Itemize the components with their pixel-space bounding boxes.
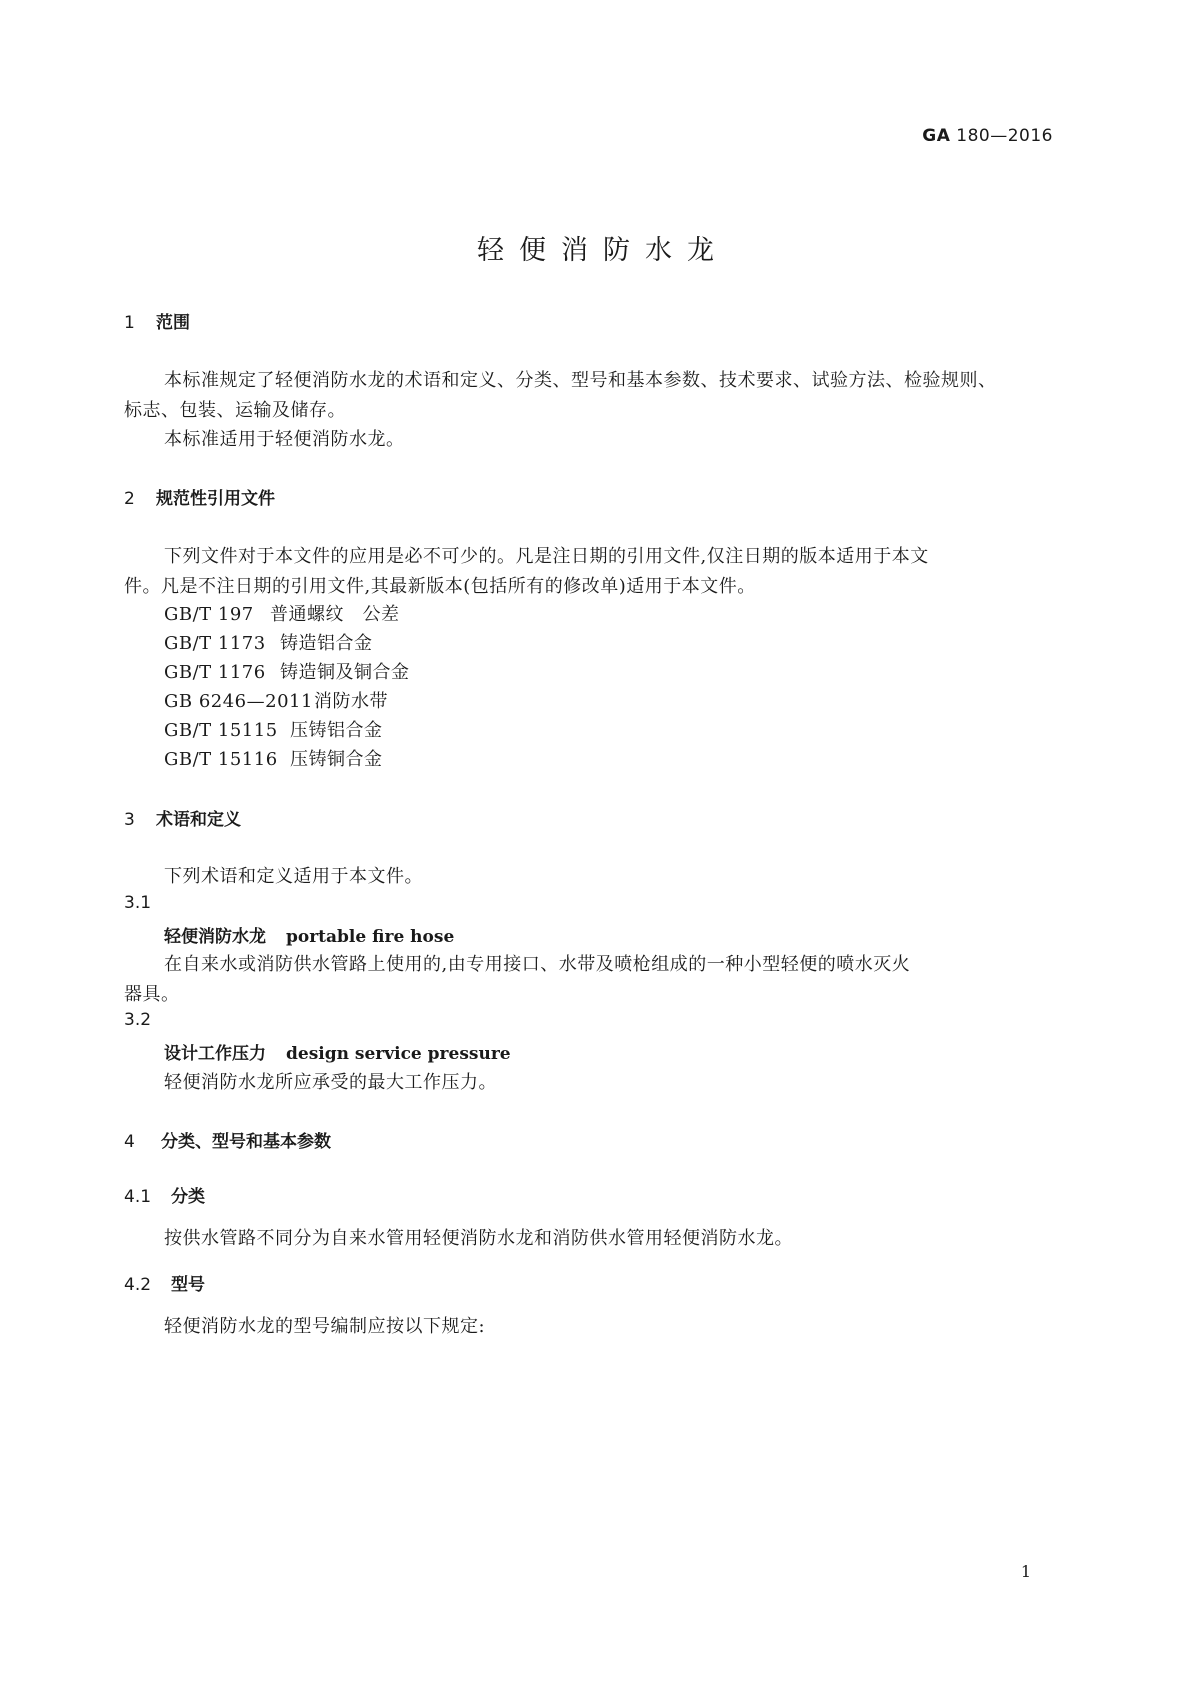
reference-name: 压铸铜合金: [290, 749, 383, 770]
reference-code: GB/T 15116: [164, 749, 278, 770]
reference-code: GB/T 1173: [164, 633, 266, 654]
term-definition: 在自来水或消防供水管路上使用的,由专用接口、水带及喷枪组成的一种小型轻便的喷水灭火: [164, 954, 911, 975]
document-title: 轻便消防水龙: [477, 235, 729, 266]
subsection-title: 分类: [171, 1187, 205, 1207]
term-en: design service pressure: [286, 1044, 511, 1064]
section-number: 3: [124, 810, 135, 830]
section-4-heading: [124, 1127, 331, 1152]
term-number: 3.1: [124, 893, 152, 913]
term-definition: 器具。: [124, 984, 180, 1005]
section-title: 术语和定义: [156, 810, 241, 830]
standard-code: [922, 126, 1053, 146]
standard-number: 180—2016: [956, 126, 1053, 146]
term-definition: 轻便消防水龙所应承受的最大工作压力。: [164, 1072, 497, 1093]
paragraph: 标志、包装、运输及储存。: [124, 400, 346, 421]
paragraph: 轻便消防水龙的型号编制应按以下规定:: [164, 1316, 486, 1337]
section-number: 2: [124, 489, 135, 509]
reference-name: 普通螺纹 公差: [270, 604, 400, 625]
paragraph: 按供水管路不同分为自来水管用轻便消防水龙和消防供水管用轻便消防水龙。: [164, 1228, 793, 1249]
paragraph: 下列术语和定义适用于本文件。: [164, 866, 423, 887]
section-3-heading: [124, 805, 241, 830]
paragraph: 本标准适用于轻便消防水龙。: [164, 429, 405, 450]
reference-code: GB/T 197: [164, 604, 254, 625]
section-number: 1: [124, 313, 135, 333]
section-title: 规范性引用文件: [156, 489, 275, 509]
paragraph: 本标准规定了轻便消防水龙的术语和定义、分类、型号和基本参数、技术要求、试验方法、检验规则、: [164, 370, 997, 391]
reference-name: 铸造铜及铜合金: [280, 662, 410, 683]
term-number: 3.2: [124, 1010, 152, 1030]
section-1-heading: [124, 308, 190, 333]
subsection-title: 型号: [171, 1275, 205, 1295]
term-en: portable fire hose: [286, 927, 455, 947]
reference-name: 消防水带: [314, 691, 388, 712]
page-number: 1: [1020, 1562, 1031, 1581]
subsection-number: 4.2: [124, 1275, 152, 1295]
reference-item: [164, 600, 400, 626]
standard-prefix: GA: [922, 126, 951, 146]
reference-code: GB/T 15115: [164, 720, 278, 741]
reference-code: GB 6246—2011: [164, 691, 313, 712]
subsection-4-2-heading: [124, 1270, 205, 1295]
section-title: 分类、型号和基本参数: [161, 1132, 331, 1152]
subsection-4-1-heading: [124, 1182, 205, 1207]
paragraph: 下列文件对于本文件的应用是必不可少的。凡是注日期的引用文件,仅注日期的版本适用于本文: [164, 546, 929, 567]
paragraph: 件。凡是不注日期的引用文件,其最新版本(包括所有的修改单)适用于本文件。: [124, 576, 756, 597]
reference-item: [164, 687, 388, 713]
section-number: 4: [124, 1132, 135, 1152]
reference-item: [164, 745, 383, 771]
term-zh: 轻便消防水龙: [164, 927, 266, 947]
subsection-number: 4.1: [124, 1187, 152, 1207]
section-title: 范围: [156, 313, 190, 333]
reference-item: [164, 629, 373, 655]
reference-name: 铸造铝合金: [280, 633, 373, 654]
term-zh: 设计工作压力: [164, 1044, 266, 1064]
term-heading: [164, 922, 454, 947]
section-2-heading: [124, 484, 275, 509]
term-heading: [164, 1039, 511, 1064]
reference-item: [164, 716, 383, 742]
reference-item: [164, 658, 410, 684]
reference-code: GB/T 1176: [164, 662, 266, 683]
reference-name: 压铸铝合金: [290, 720, 383, 741]
